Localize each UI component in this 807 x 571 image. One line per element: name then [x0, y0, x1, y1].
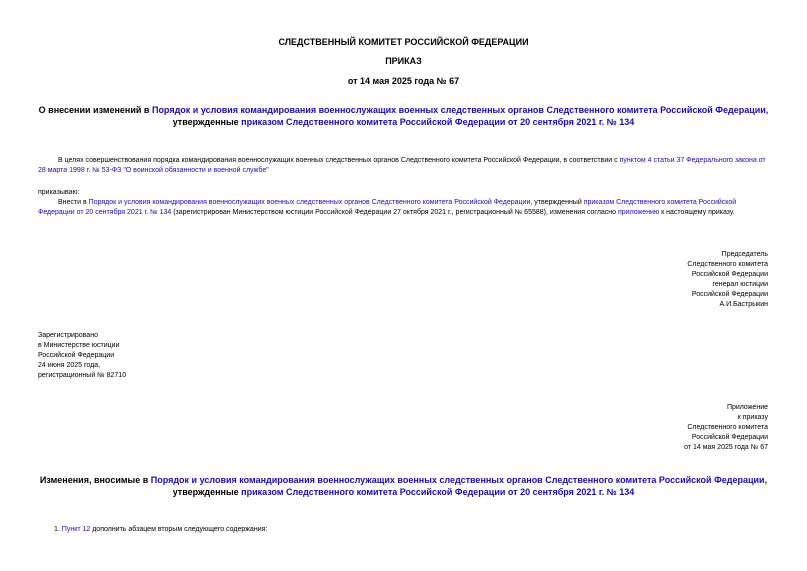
registration-line: Российской Федерации [38, 352, 115, 359]
order-paragraph [38, 198, 770, 218]
signature-line: Российской Федерации [691, 291, 768, 298]
item-number: 1. [54, 526, 62, 533]
procedure-link[interactable]: Порядок и условия командирования военнослужащих военных следственных органов Следственного комитета Российской Федерации, [151, 105, 769, 115]
appendix-reference [684, 403, 768, 453]
signature-line: Российской Федерации [691, 271, 768, 278]
title-text-part1: О внесении изменений в [38, 105, 152, 115]
changes-title-line2 [0, 486, 807, 498]
order-text-part3: (зарегистрирован Министерством юстиции Российской Федерации 27 октября 2021 г., регистрационный № 65588), изменения согласно [171, 209, 619, 216]
registration-number: регистрационный № 82710 [38, 372, 127, 379]
document-title-line2 [0, 116, 807, 128]
preamble-text: В целях совершенствования порядка командирования военнослужащих военных следственных органов Следственного комитета Российской Федерации, в соответствии с [58, 157, 620, 164]
preamble-paragraph [38, 156, 770, 176]
changes-title [0, 474, 807, 498]
committee-heading: СЛЕДСТВЕННЫЙ КОМИТЕТ РОССИЙСКОЙ ФЕДЕРАЦИИ [278, 37, 529, 47]
registration-line: Зарегистрировано [38, 332, 98, 339]
changes-title-part2: утвержденные [172, 487, 242, 497]
changes-title-part1: Изменения, вносимые в [39, 475, 151, 485]
order-text-part4: к настоящему приказу. [659, 209, 735, 216]
appendix-line: к приказу [737, 414, 768, 421]
order-word: приказываю: [38, 189, 80, 196]
appendix-line: Российской Федерации [691, 434, 768, 441]
signature-block [687, 250, 768, 310]
registration-block [38, 331, 126, 381]
federal-law-link[interactable]: пунктом 4 статьи 37 Федерального закона от 28 марта 1998 г. № 53-ФЗ "О воинской обязанности и военной службе" [38, 157, 766, 174]
appendix-line: от 14 мая 2025 года № 67 [684, 444, 768, 451]
document-title [0, 104, 807, 128]
item-text: дополнить абзацем вторым следующего содержания: [90, 526, 268, 533]
changes-title-line1 [0, 474, 807, 486]
change-item-1 [54, 525, 267, 535]
document-date: от 14 мая 2025 года № 67 [347, 76, 460, 86]
order-134-link[interactable]: приказом Следственного комитета Российской Федерации от 20 сентября 2021 г. № 134 [241, 117, 635, 127]
changes-procedure-link[interactable]: Порядок и условия командирования военнослужащих военных следственных органов Следственного комитета Российской Федерации, [150, 475, 768, 485]
signatory-name: А.И.Бастрыкин [719, 301, 768, 308]
order-134-inline-link[interactable]: приказом Следственного комитета Российской Федерации от 20 сентября 2021 г. № 134 [38, 199, 737, 216]
point-12-link[interactable]: Пункт 12 [61, 526, 91, 533]
document-type: ПРИКАЗ [385, 56, 422, 66]
order-procedure-link[interactable]: Порядок и условия командирования военнослужащих военных следственных органов Следственного комитета Российской Федерации [88, 199, 531, 206]
appendix-line: Следственного комитета [687, 424, 768, 431]
document-title-line1 [0, 104, 807, 116]
order-text-part1: Внести в [58, 199, 89, 206]
title-text-part2: утвержденные [172, 117, 242, 127]
signature-line: Следственного комитета [687, 261, 768, 268]
appendix-link[interactable]: приложению [618, 209, 660, 216]
appendix-line: Приложение [726, 404, 768, 411]
order-text-part2: , утвержденный [530, 199, 584, 206]
signature-line: генерал юстиции [712, 281, 768, 288]
signature-line: Председатель [721, 251, 768, 258]
changes-order-134-link[interactable]: приказом Следственного комитета Российской Федерации от 20 сентября 2021 г. № 134 [241, 487, 635, 497]
registration-line: в Министерстве юстиции [38, 342, 120, 349]
registration-line: 24 июня 2025 года, [38, 362, 101, 369]
